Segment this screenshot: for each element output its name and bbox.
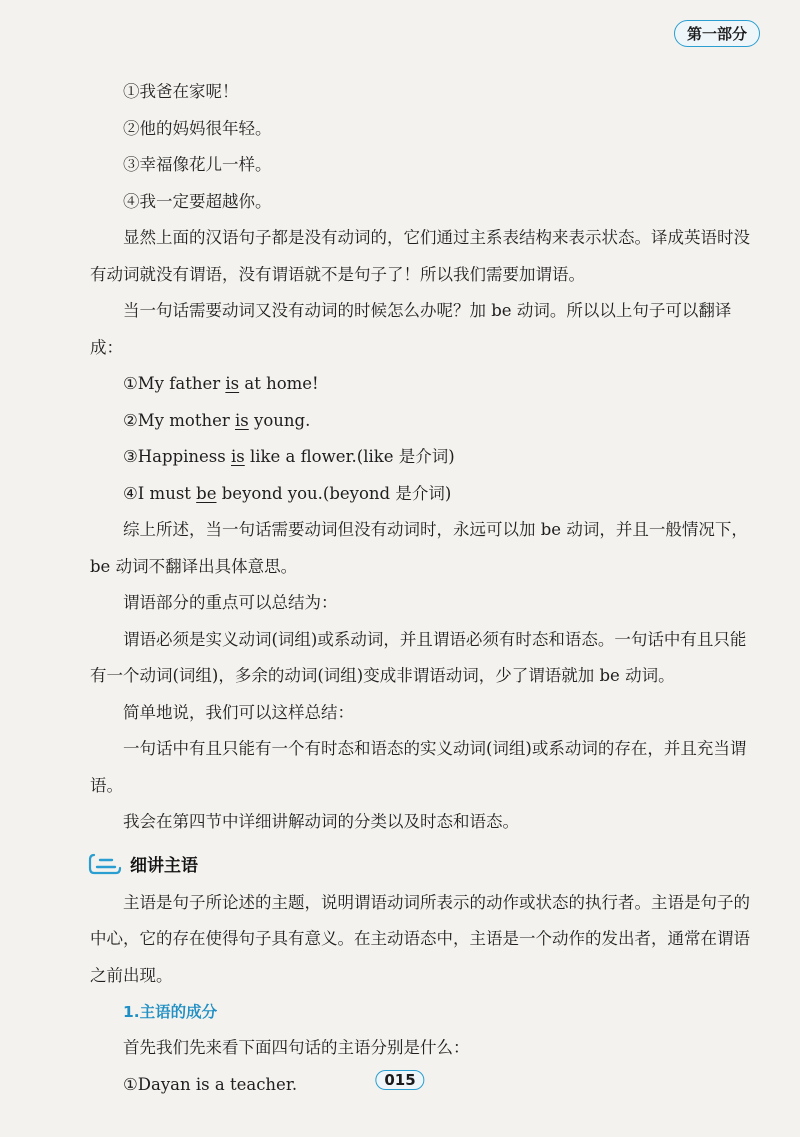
example-cn-1: ①我爸在家呢！ — [123, 82, 239, 101]
number-two-icon — [88, 851, 122, 877]
paragraph: 显然上面的汉语句子都是没有动词的，它们通过主系表结构来表示状态。译成英语时没有动词就没有谓语，没有谓语就不是句子了！所以我们需要加谓语。 — [90, 228, 750, 284]
paragraph: 当一句话需要动词又没有动词的时候怎么办呢？加 be 动词。所以以上句子可以翻译成： — [90, 301, 732, 357]
example-cn-3: ③幸福像花儿一样。 — [123, 155, 272, 174]
page-number: 015 — [375, 1070, 424, 1090]
example-en-4: ④I must be beyond you.(beyond 是介词) — [123, 483, 452, 503]
underlined-verb: is — [235, 410, 249, 430]
underlined-verb: is — [225, 374, 240, 393]
paragraph: 谓语部分的重点可以总结为： — [123, 593, 338, 612]
paragraph: 谓语必须是实义动词(词组)或系动词，并且谓语必须有时态和语态。一句话中有且只能有一个动词(词组)，多余的动词(词组)变成非谓语动词，少了谓语就加 be 动词。 — [90, 629, 747, 685]
example-en-1: ①My father is at home! — [123, 374, 319, 393]
paragraph: 一句话中有且只能有一个有时态和语态的实义动词(词组)或系动词的存在，并且充当谓语。 — [90, 739, 747, 795]
section-heading — [88, 847, 750, 881]
part-badge: 第一部分 — [674, 20, 760, 47]
paragraph: 首先我们先来看下面四句话的主语分别是什么： — [123, 1038, 470, 1057]
example-en-3: ③Happiness is like a flower.(like 是介词) — [123, 447, 455, 466]
paragraph: 我会在第四节中详细讲解动词的分类以及时态和语态。 — [123, 812, 519, 831]
paragraph: 简单地说，我们可以这样总结： — [123, 702, 354, 722]
example-cn-2: ②他的妈妈很年轻。 — [123, 118, 272, 138]
section-title: 细讲主语 — [130, 856, 198, 876]
underlined-verb: is — [231, 447, 245, 466]
page-content — [90, 74, 750, 1103]
example-last: ①Dayan is a teacher. — [123, 1074, 298, 1094]
paragraph: 综上所述，当一句话需要动词但没有动词时，永远可以加 be 动词，并且一般情况下，be 动词不翻译出具体意思。 — [90, 520, 748, 576]
underlined-verb: be — [196, 483, 217, 503]
example-en-2: ②My mother is young. — [123, 410, 311, 430]
example-cn-4: ④我一定要超越你。 — [123, 191, 272, 211]
paragraph: 主语是句子所论述的主题，说明谓语动词所表示的动作或状态的执行者。主语是句子的中心，它的存在使得句子具有意义。在主动语态中，主语是一个动作的发出者，通常在谓语之前出现。 — [90, 892, 750, 985]
subsection-title: 1.主语的成分 — [123, 1003, 218, 1021]
